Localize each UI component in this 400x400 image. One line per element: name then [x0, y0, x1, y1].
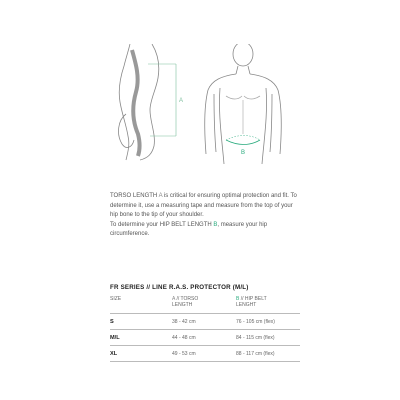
hip-prefix: To determine your HIP BELT LENGTH [110, 221, 214, 228]
body-measurement-diagram [0, 44, 400, 164]
spine-illustration [132, 50, 140, 156]
table-row [110, 346, 300, 362]
hip-marker-label: B [241, 150, 246, 156]
header-hip-letter: B [236, 296, 240, 302]
torso-length-marker [148, 64, 183, 136]
size-table-title: FR SERIES // LINE R.A.S. PROTECTOR (M/L) [110, 284, 249, 291]
row-hip: 84 - 115 cm (flex) [236, 334, 275, 341]
header-hip [236, 296, 300, 314]
size-table-header [110, 296, 300, 314]
torso-marker-label: A [179, 98, 184, 104]
header-torso-label: // TORSO [176, 296, 199, 302]
hip-belt-marker [226, 136, 260, 157]
measurement-illustration [0, 44, 400, 164]
measurement-instructions [110, 192, 300, 240]
header-torso-letter: A [172, 296, 176, 302]
torso-instruction [110, 192, 300, 221]
row-size: XL [110, 350, 118, 357]
torso-text: is critical for ensuring optimal protection and fit. To determine it, use a measuring tape and measure from the top of your hip bone to the tip of your shoulder. [110, 193, 297, 218]
table-row [110, 314, 300, 330]
torso-letter: A [158, 193, 163, 199]
header-size: SIZE [110, 296, 122, 302]
table-row [110, 330, 300, 346]
header-hip-label2: LENGHT [236, 302, 257, 308]
header-torso [172, 296, 236, 314]
hip-text: , measure your hip circumference. [110, 221, 268, 237]
row-hip: 88 - 117 cm (flex) [236, 350, 275, 357]
front-view-figure [205, 44, 282, 164]
row-torso: 44 - 48 cm [172, 334, 196, 341]
torso-prefix: TORSO LENGTH [110, 193, 159, 199]
row-torso: 49 - 53 cm [172, 350, 196, 357]
size-table [110, 296, 300, 362]
row-size: S [110, 318, 114, 325]
hip-letter: B [213, 221, 218, 228]
row-hip: 76 - 105 cm (flex) [236, 318, 275, 325]
header-torso-label2: LENGTH [172, 302, 193, 308]
row-size: M/L [110, 334, 120, 341]
row-torso: 38 - 42 cm [172, 318, 196, 325]
header-hip-label: // HIP BELT [240, 296, 267, 302]
hip-instruction [110, 221, 300, 240]
